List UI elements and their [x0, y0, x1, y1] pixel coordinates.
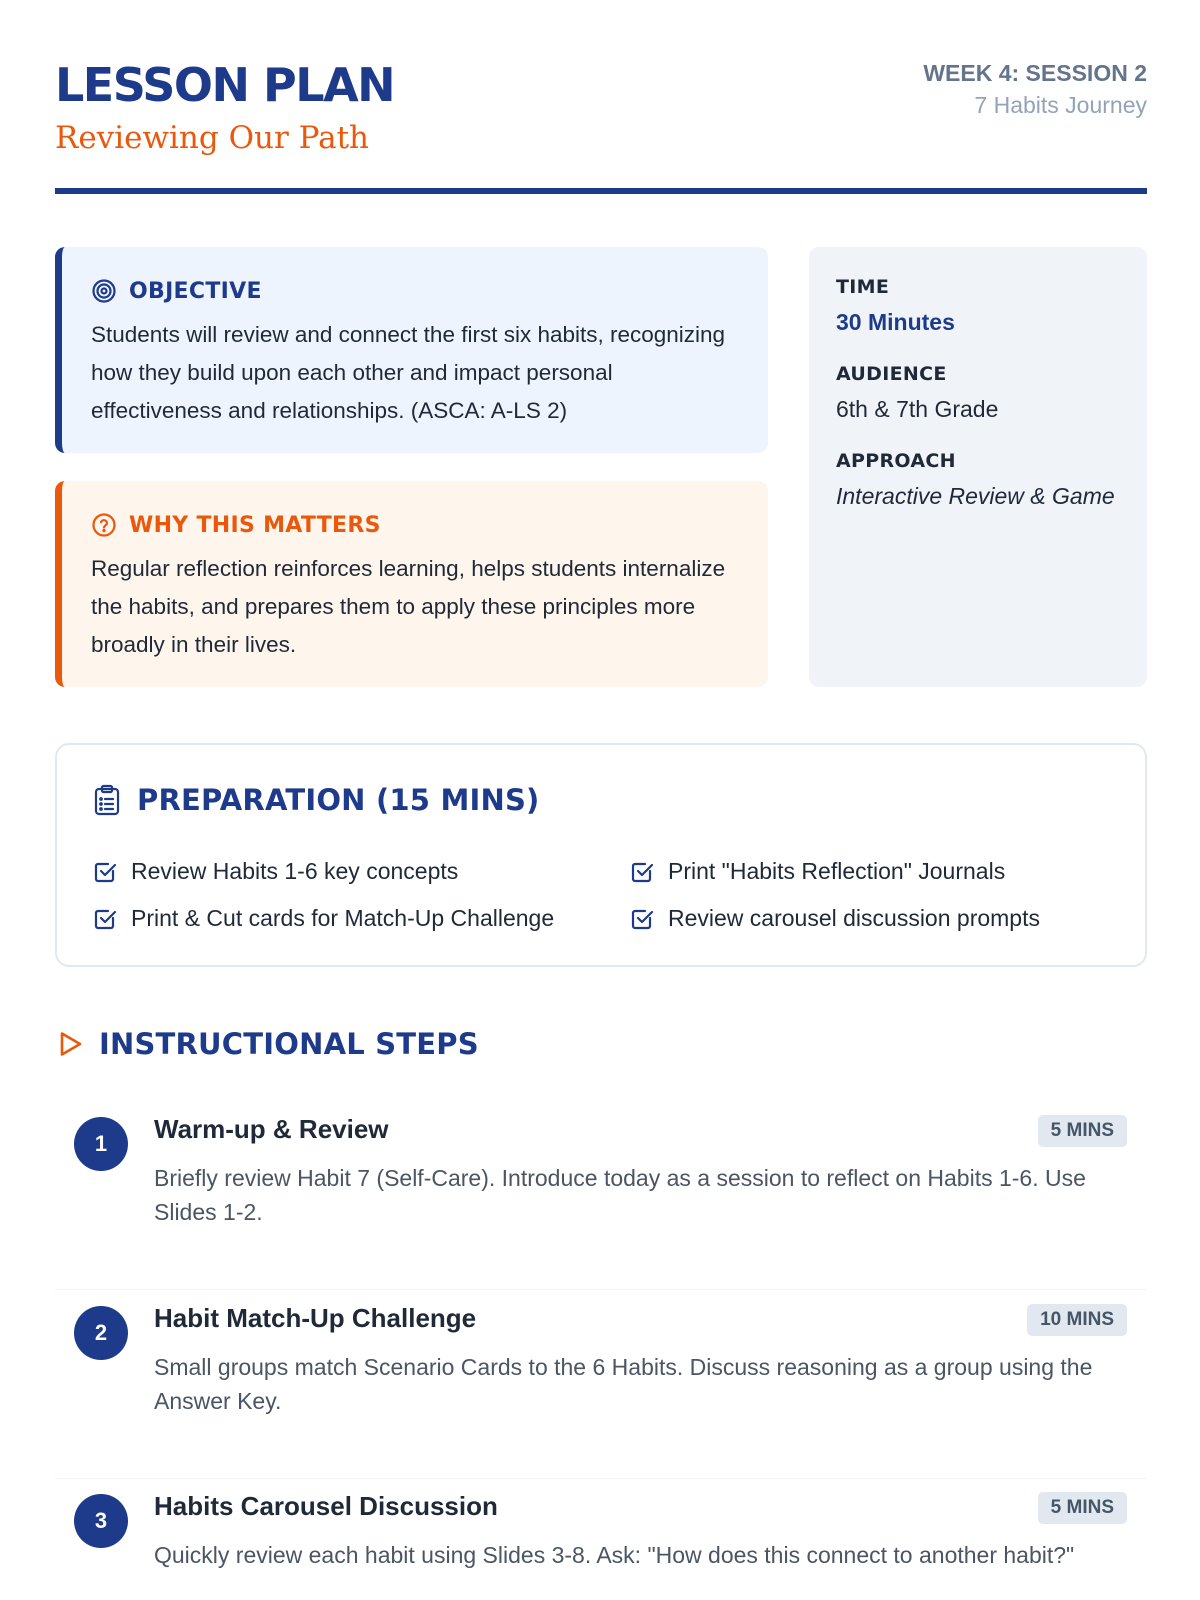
prep-item-label: Review carousel discussion prompts — [668, 905, 1040, 931]
step-title: Habits Carousel Discussion — [154, 1491, 498, 1521]
step-duration-badge: 10 MINS — [1027, 1304, 1127, 1336]
instructional-steps-heading — [57, 1027, 479, 1061]
lesson-meta-card — [809, 247, 1147, 687]
objective-label: OBJECTIVE — [129, 278, 262, 304]
time-value: 30 Minutes — [836, 309, 955, 335]
approach-value: Interactive Review & Game — [836, 483, 1115, 509]
preparation-heading — [93, 783, 540, 817]
instructional-step — [55, 1477, 1147, 1600]
approach-label: APPROACH — [836, 450, 956, 472]
audience-label: AUDIENCE — [836, 363, 947, 385]
preparation-section — [55, 743, 1147, 967]
help-circle-icon — [91, 512, 117, 538]
instructional-step — [55, 1100, 1147, 1290]
checkbox-checked-icon — [93, 860, 117, 884]
week-session-label: WEEK 4: SESSION 2 — [923, 60, 1147, 86]
page-title: LESSON PLAN — [55, 58, 395, 112]
prep-checklist-item — [93, 858, 458, 885]
series-label: 7 Habits Journey — [974, 92, 1147, 118]
instructional-step — [55, 1289, 1147, 1479]
step-duration-badge: 5 MINS — [1038, 1115, 1127, 1147]
why-text: Regular reflection reinforces learning, helps students internalize the habits, and prepares them to apply these principles more broadly in their lives. — [91, 556, 726, 657]
checkbox-checked-icon — [93, 907, 117, 931]
prep-item-label: Print & Cut cards for Match-Up Challenge — [131, 905, 555, 931]
step-duration-badge: 5 MINS — [1038, 1492, 1127, 1524]
why-heading — [91, 512, 381, 538]
prep-checklist-item — [630, 905, 1040, 932]
clipboard-list-icon — [93, 784, 121, 816]
page-header — [55, 52, 1147, 192]
objective-text: Students will review and connect the first six habits, recognizing how they build upon each other and impact personal effectiveness and relationships. (ASCA: A-LS 2) — [91, 322, 726, 423]
time-label: TIME — [836, 276, 890, 298]
objective-heading — [91, 278, 262, 304]
prep-checklist-item — [630, 858, 1005, 885]
why-label: WHY THIS MATTERS — [129, 512, 381, 538]
step-description: Briefly review Habit 7 (Self-Care). Introduce today as a session to reflect on Habits 1-6. Use Slides 1-2. — [154, 1165, 1086, 1225]
step-title: Habit Match-Up Challenge — [154, 1303, 477, 1333]
instructional-steps-title: INSTRUCTIONAL STEPS — [99, 1027, 479, 1061]
prep-checklist-item — [93, 905, 554, 932]
objective-card — [55, 247, 768, 453]
step-number-badge: 2 — [74, 1306, 128, 1360]
checkbox-checked-icon — [630, 907, 654, 931]
page-subtitle: Reviewing Our Path — [55, 120, 369, 156]
step-description: Small groups match Scenario Cards to the 6 Habits. Discuss reasoning as a group using the Answer Key. — [154, 1354, 1093, 1414]
header-divider — [55, 188, 1147, 194]
step-title: Warm-up & Review — [154, 1114, 389, 1144]
prep-item-label: Print "Habits Reflection" Journals — [668, 858, 1006, 884]
step-number-badge: 1 — [74, 1117, 128, 1171]
preparation-title: PREPARATION (15 MINS) — [137, 783, 540, 817]
checkbox-checked-icon — [630, 860, 654, 884]
audience-value: 6th & 7th Grade — [836, 396, 999, 422]
prep-item-label: Review Habits 1-6 key concepts — [131, 858, 459, 884]
play-icon — [57, 1029, 85, 1059]
step-description: Quickly review each habit using Slides 3-8. Ask: "How does this connect to another habit?" — [154, 1542, 1075, 1568]
why-this-matters-card — [55, 481, 768, 687]
step-number-badge: 3 — [74, 1494, 128, 1548]
target-icon — [91, 278, 117, 304]
